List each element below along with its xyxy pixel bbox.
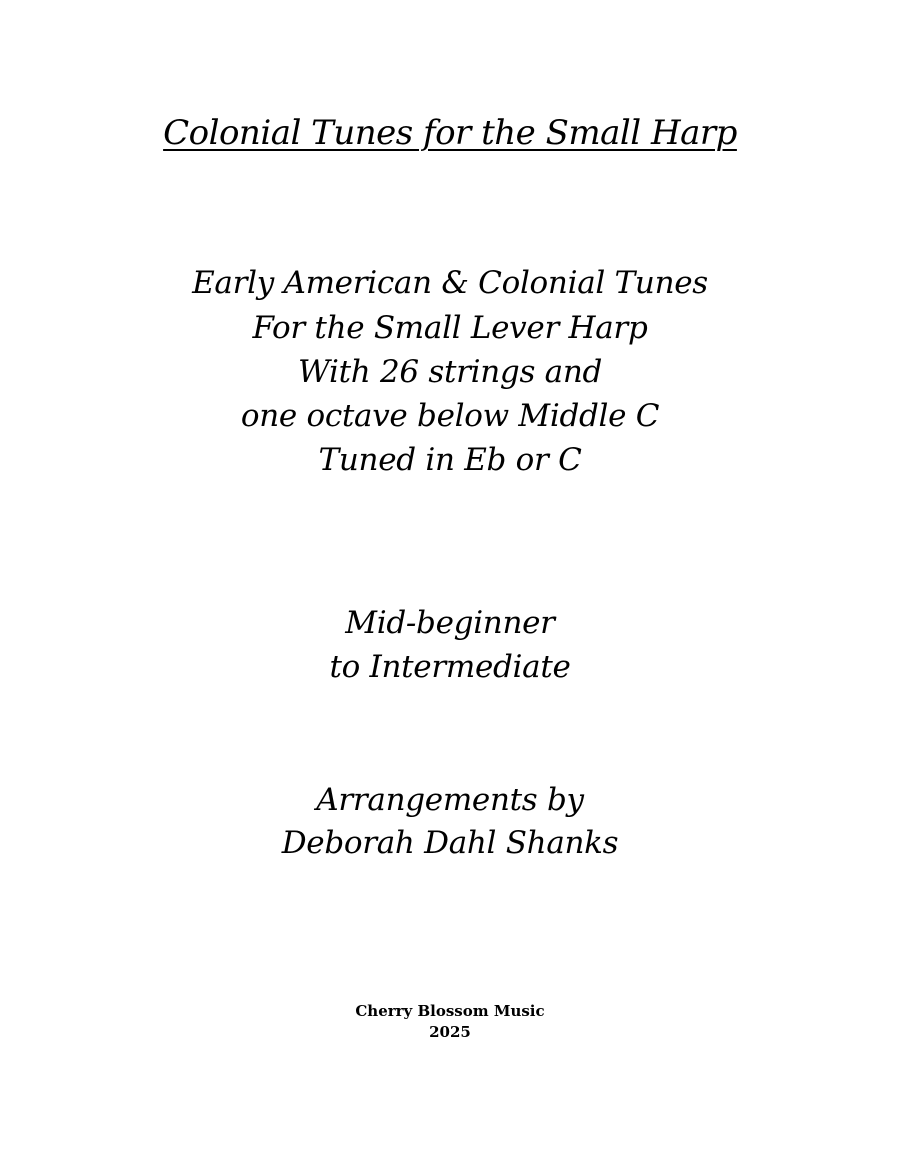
credit-line-2: Deborah Dahl Shanks: [281, 825, 619, 861]
description-line-1: Early American & Colonial Tunes: [192, 265, 708, 301]
credit-line-1: Arrangements by: [316, 782, 584, 818]
description-line-3: With 26 strings and: [297, 354, 603, 390]
level-line-2: to Intermediate: [329, 649, 571, 685]
description-line-2: For the Small Lever Harp: [252, 310, 648, 346]
publisher-name: Cherry Blossom Music: [355, 1002, 545, 1020]
description-line-5: Tuned in Eb or C: [318, 442, 582, 478]
level-line-1: Mid-beginner: [345, 605, 555, 641]
publication-year: 2025: [429, 1023, 471, 1041]
description-line-4: one octave below Middle C: [240, 398, 660, 434]
page-title: Colonial Tunes for the Small Harp: [163, 113, 737, 153]
